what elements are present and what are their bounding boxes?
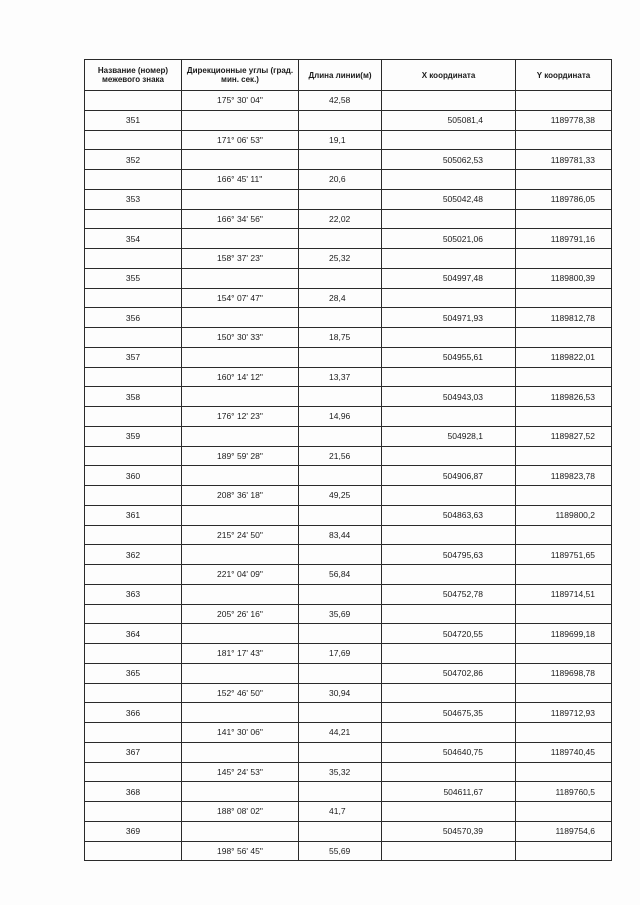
x-coordinate-cell: [382, 802, 516, 822]
marker-name-cell: [85, 841, 182, 861]
marker-name-cell: [85, 328, 182, 348]
x-coordinate-cell: [382, 644, 516, 664]
y-coordinate-cell: [516, 170, 612, 190]
direction-angle-cell: [182, 821, 299, 841]
y-coordinate-cell: [516, 723, 612, 743]
y-coordinate-cell: 1189822,01: [516, 347, 612, 367]
direction-angle-cell: 154° 07' 47": [182, 288, 299, 308]
line-length-cell: [299, 229, 382, 249]
table-row: [85, 407, 612, 427]
line-length-cell: 28,4: [299, 288, 382, 308]
table-row: [85, 387, 612, 407]
line-length-cell: 19,1: [299, 130, 382, 150]
direction-angle-cell: 176° 12' 23": [182, 407, 299, 427]
line-length-cell: [299, 742, 382, 762]
x-coordinate-cell: 504971,93: [382, 308, 516, 328]
table-row: [85, 91, 612, 111]
marker-name-cell: 358: [85, 387, 182, 407]
direction-angle-cell: 150° 30' 33": [182, 328, 299, 348]
table-row: [85, 288, 612, 308]
x-coordinate-cell: [382, 91, 516, 111]
x-coordinate-cell: 504720,55: [382, 624, 516, 644]
line-length-cell: 55,69: [299, 841, 382, 861]
y-coordinate-cell: [516, 288, 612, 308]
direction-angle-cell: 181° 17' 43": [182, 644, 299, 664]
table-row: [85, 268, 612, 288]
line-length-cell: 22,02: [299, 209, 382, 229]
marker-name-cell: [85, 762, 182, 782]
marker-name-cell: 360: [85, 466, 182, 486]
line-length-cell: [299, 624, 382, 644]
y-coordinate-cell: 1189826,53: [516, 387, 612, 407]
y-coordinate-cell: [516, 446, 612, 466]
marker-name-cell: 368: [85, 782, 182, 802]
x-coordinate-cell: [382, 367, 516, 387]
line-length-cell: 20,6: [299, 170, 382, 190]
direction-angle-cell: 175° 30' 04": [182, 91, 299, 111]
x-coordinate-cell: [382, 683, 516, 703]
direction-angle-cell: 189° 59' 28": [182, 446, 299, 466]
table-row: [85, 347, 612, 367]
line-length-cell: [299, 663, 382, 683]
table-row: [85, 328, 612, 348]
direction-angle-cell: 171° 06' 53": [182, 130, 299, 150]
direction-angle-cell: [182, 347, 299, 367]
line-length-cell: 17,69: [299, 644, 382, 664]
table-row: [85, 150, 612, 170]
x-coordinate-cell: [382, 486, 516, 506]
line-length-cell: [299, 466, 382, 486]
table-row: [85, 841, 612, 861]
marker-name-cell: [85, 209, 182, 229]
y-coordinate-cell: 1189812,78: [516, 308, 612, 328]
direction-angle-cell: [182, 624, 299, 644]
y-coordinate-cell: 1189712,93: [516, 703, 612, 723]
line-length-cell: 13,37: [299, 367, 382, 387]
y-coordinate-cell: 1189740,45: [516, 742, 612, 762]
marker-name-cell: 365: [85, 663, 182, 683]
table-row: [85, 130, 612, 150]
x-coordinate-cell: 505081,4: [382, 110, 516, 130]
marker-name-cell: 356: [85, 308, 182, 328]
header-y-coordinate: Y координата: [516, 60, 612, 91]
x-coordinate-cell: [382, 249, 516, 269]
direction-angle-cell: [182, 703, 299, 723]
y-coordinate-cell: 1189754,6: [516, 821, 612, 841]
line-length-cell: 83,44: [299, 525, 382, 545]
direction-angle-cell: 205° 26' 16": [182, 604, 299, 624]
table-row: [85, 782, 612, 802]
table-row: [85, 209, 612, 229]
y-coordinate-cell: 1189800,39: [516, 268, 612, 288]
marker-name-cell: [85, 130, 182, 150]
table-row: [85, 604, 612, 624]
x-coordinate-cell: 504955,61: [382, 347, 516, 367]
x-coordinate-cell: 504997,48: [382, 268, 516, 288]
table-row: [85, 683, 612, 703]
x-coordinate-cell: 504752,78: [382, 584, 516, 604]
direction-angle-cell: 166° 45' 11": [182, 170, 299, 190]
marker-name-cell: [85, 486, 182, 506]
x-coordinate-cell: [382, 525, 516, 545]
line-length-cell: 14,96: [299, 407, 382, 427]
header-length: Длина линии(м): [299, 60, 382, 91]
table-row: [85, 505, 612, 525]
y-coordinate-cell: [516, 762, 612, 782]
x-coordinate-cell: [382, 723, 516, 743]
table-row: [85, 189, 612, 209]
line-length-cell: [299, 426, 382, 446]
direction-angle-cell: [182, 466, 299, 486]
table-row: [85, 525, 612, 545]
x-coordinate-cell: [382, 565, 516, 585]
x-coordinate-cell: [382, 209, 516, 229]
direction-angle-cell: 221° 04' 09": [182, 565, 299, 585]
y-coordinate-cell: 1189751,65: [516, 545, 612, 565]
header-angle: Дирекционные углы (град. мин. сек.): [182, 60, 299, 91]
table-row: [85, 466, 612, 486]
x-coordinate-cell: 505021,06: [382, 229, 516, 249]
marker-name-cell: 363: [85, 584, 182, 604]
line-length-cell: 18,75: [299, 328, 382, 348]
y-coordinate-cell: [516, 328, 612, 348]
x-coordinate-cell: 504928,1: [382, 426, 516, 446]
marker-name-cell: 364: [85, 624, 182, 644]
y-coordinate-cell: 1189760,5: [516, 782, 612, 802]
marker-name-cell: [85, 367, 182, 387]
line-length-cell: 35,69: [299, 604, 382, 624]
y-coordinate-cell: 1189778,38: [516, 110, 612, 130]
line-length-cell: [299, 782, 382, 802]
y-coordinate-cell: [516, 130, 612, 150]
y-coordinate-cell: 1189699,18: [516, 624, 612, 644]
y-coordinate-cell: [516, 367, 612, 387]
y-coordinate-cell: [516, 683, 612, 703]
direction-angle-cell: 198° 56' 45": [182, 841, 299, 861]
marker-name-cell: [85, 91, 182, 111]
line-length-cell: [299, 545, 382, 565]
line-length-cell: 44,21: [299, 723, 382, 743]
y-coordinate-cell: 1189698,78: [516, 663, 612, 683]
y-coordinate-cell: 1189823,78: [516, 466, 612, 486]
line-length-cell: 25,32: [299, 249, 382, 269]
y-coordinate-cell: [516, 407, 612, 427]
x-coordinate-cell: [382, 130, 516, 150]
marker-name-cell: [85, 683, 182, 703]
y-coordinate-cell: [516, 209, 612, 229]
marker-name-cell: [85, 525, 182, 545]
x-coordinate-cell: 504863,63: [382, 505, 516, 525]
x-coordinate-cell: 504795,63: [382, 545, 516, 565]
table-row: [85, 821, 612, 841]
marker-name-cell: [85, 723, 182, 743]
line-length-cell: [299, 505, 382, 525]
marker-name-cell: [85, 644, 182, 664]
marker-name-cell: 362: [85, 545, 182, 565]
line-length-cell: 41,7: [299, 802, 382, 822]
x-coordinate-cell: 504611,67: [382, 782, 516, 802]
x-coordinate-cell: 504570,39: [382, 821, 516, 841]
table-row: [85, 110, 612, 130]
x-coordinate-cell: [382, 841, 516, 861]
marker-name-cell: [85, 249, 182, 269]
marker-name-cell: 357: [85, 347, 182, 367]
marker-name-cell: [85, 565, 182, 585]
table-header-row: [85, 60, 612, 91]
x-coordinate-cell: 505062,53: [382, 150, 516, 170]
marker-name-cell: 366: [85, 703, 182, 723]
x-coordinate-cell: 504943,03: [382, 387, 516, 407]
table-row: [85, 367, 612, 387]
table-row: [85, 249, 612, 269]
marker-name-cell: 352: [85, 150, 182, 170]
table-row: [85, 426, 612, 446]
marker-name-cell: [85, 604, 182, 624]
x-coordinate-cell: [382, 604, 516, 624]
table-row: [85, 229, 612, 249]
direction-angle-cell: 160° 14' 12": [182, 367, 299, 387]
x-coordinate-cell: 504906,87: [382, 466, 516, 486]
line-length-cell: [299, 110, 382, 130]
marker-name-cell: 353: [85, 189, 182, 209]
table-row: [85, 663, 612, 683]
line-length-cell: [299, 150, 382, 170]
marker-name-cell: 359: [85, 426, 182, 446]
line-length-cell: [299, 821, 382, 841]
direction-angle-cell: 152° 46' 50": [182, 683, 299, 703]
marker-name-cell: 361: [85, 505, 182, 525]
marker-name-cell: [85, 446, 182, 466]
marker-name-cell: 355: [85, 268, 182, 288]
table-row: [85, 742, 612, 762]
header-name: Название (номер) межевого знака: [85, 60, 182, 91]
line-length-cell: [299, 268, 382, 288]
table-row: [85, 565, 612, 585]
direction-angle-cell: [182, 742, 299, 762]
direction-angle-cell: [182, 189, 299, 209]
direction-angle-cell: 158° 37' 23": [182, 249, 299, 269]
y-coordinate-cell: [516, 841, 612, 861]
table-row: [85, 762, 612, 782]
y-coordinate-cell: 1189800,2: [516, 505, 612, 525]
line-length-cell: 35,32: [299, 762, 382, 782]
x-coordinate-cell: [382, 446, 516, 466]
table-row: [85, 170, 612, 190]
x-coordinate-cell: 504640,75: [382, 742, 516, 762]
marker-name-cell: [85, 802, 182, 822]
y-coordinate-cell: 1189714,51: [516, 584, 612, 604]
line-length-cell: [299, 703, 382, 723]
direction-angle-cell: [182, 110, 299, 130]
table-row: [85, 723, 612, 743]
table-row: [85, 486, 612, 506]
marker-name-cell: [85, 407, 182, 427]
y-coordinate-cell: 1189786,05: [516, 189, 612, 209]
y-coordinate-cell: 1189827,52: [516, 426, 612, 446]
direction-angle-cell: [182, 505, 299, 525]
line-length-cell: [299, 308, 382, 328]
x-coordinate-cell: [382, 407, 516, 427]
y-coordinate-cell: 1189791,16: [516, 229, 612, 249]
marker-name-cell: [85, 288, 182, 308]
y-coordinate-cell: [516, 604, 612, 624]
y-coordinate-cell: [516, 486, 612, 506]
direction-angle-cell: 166° 34' 56": [182, 209, 299, 229]
marker-name-cell: 369: [85, 821, 182, 841]
direction-angle-cell: 145° 24' 53": [182, 762, 299, 782]
table-row: [85, 446, 612, 466]
table-row: [85, 584, 612, 604]
line-length-cell: 21,56: [299, 446, 382, 466]
marker-name-cell: 367: [85, 742, 182, 762]
y-coordinate-cell: [516, 525, 612, 545]
table-row: [85, 802, 612, 822]
direction-angle-cell: [182, 229, 299, 249]
table-row: [85, 644, 612, 664]
y-coordinate-cell: [516, 644, 612, 664]
marker-name-cell: 354: [85, 229, 182, 249]
x-coordinate-cell: [382, 288, 516, 308]
direction-angle-cell: 141° 30' 06": [182, 723, 299, 743]
line-length-cell: [299, 387, 382, 407]
y-coordinate-cell: [516, 802, 612, 822]
y-coordinate-cell: [516, 91, 612, 111]
direction-angle-cell: 188° 08' 02": [182, 802, 299, 822]
direction-angle-cell: [182, 426, 299, 446]
marker-name-cell: 351: [85, 110, 182, 130]
direction-angle-cell: [182, 545, 299, 565]
direction-angle-cell: 208° 36' 18": [182, 486, 299, 506]
direction-angle-cell: [182, 268, 299, 288]
direction-angle-cell: [182, 782, 299, 802]
line-length-cell: 42,58: [299, 91, 382, 111]
marker-name-cell: [85, 170, 182, 190]
line-length-cell: 30,94: [299, 683, 382, 703]
direction-angle-cell: [182, 150, 299, 170]
line-length-cell: [299, 347, 382, 367]
y-coordinate-cell: [516, 249, 612, 269]
line-length-cell: 56,84: [299, 565, 382, 585]
direction-angle-cell: 215° 24' 50": [182, 525, 299, 545]
x-coordinate-cell: 504675,35: [382, 703, 516, 723]
line-length-cell: [299, 189, 382, 209]
boundary-coordinates-table: [84, 59, 612, 861]
x-coordinate-cell: 505042,48: [382, 189, 516, 209]
header-x-coordinate: X координата: [382, 60, 516, 91]
line-length-cell: 49,25: [299, 486, 382, 506]
x-coordinate-cell: [382, 328, 516, 348]
x-coordinate-cell: 504702,86: [382, 663, 516, 683]
table-row: [85, 624, 612, 644]
y-coordinate-cell: [516, 565, 612, 585]
x-coordinate-cell: [382, 762, 516, 782]
table-body: [85, 91, 612, 861]
direction-angle-cell: [182, 663, 299, 683]
direction-angle-cell: [182, 584, 299, 604]
y-coordinate-cell: 1189781,33: [516, 150, 612, 170]
table-row: [85, 545, 612, 565]
line-length-cell: [299, 584, 382, 604]
direction-angle-cell: [182, 387, 299, 407]
direction-angle-cell: [182, 308, 299, 328]
table-row: [85, 308, 612, 328]
table-row: [85, 703, 612, 723]
x-coordinate-cell: [382, 170, 516, 190]
